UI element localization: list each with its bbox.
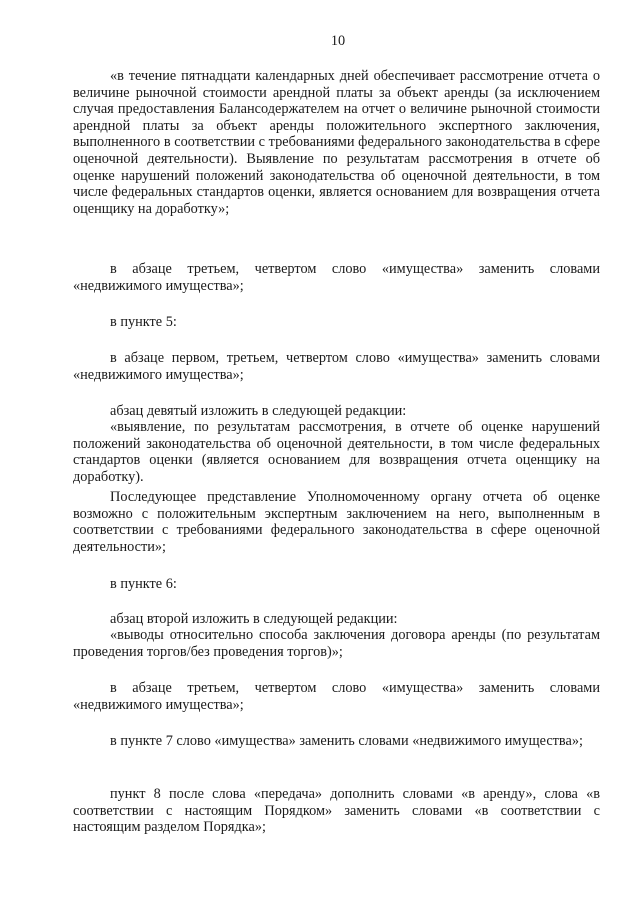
paragraph-point-5-heading: в пункте 5: [110, 314, 177, 330]
paragraph-subsequent-submission: Последующее представление Уполномоченному органу отчета об оценке возможно с положительным экспертным заключением на него, выполненным в соответствии с требованиями федерального законодательства в сфере оценочной деятельности»; [73, 489, 600, 555]
paragraph-point-6-replace: в абзаце третьем, четвертом слово «имущества» заменить словами «недвижимого имущества»; [73, 680, 600, 713]
paragraph-second-new-wording: абзац второй изложить в следующей редакции: [110, 611, 398, 627]
paragraph-assessment-review: «в течение пятнадцати календарных дней обеспечивает рассмотрение отчета о величине рыночной стоимости арендной платы за объект аренды (за исключением случая предоставления Балансодержателем на отчет о величине рыночной стоимости арендной платы за объект аренды положительного экспертного заключения, выполненного в соответствии с требованиями федерального законодательства в сфере оценочной деятельности). Выявление по результатам рассмотрения в отчете об оценке нарушений положений законодательства об оценочной деятельности, в том числе федеральных стандартов оценки, является основанием для возвращения отчета оценщику на доработку»; [73, 68, 600, 217]
page-number: 10 [330, 33, 346, 49]
paragraph-violation-detection: «выявление, по результатам рассмотрения, в отчете об оценке нарушений положений законодательства об оценочной деятельности, в том числе федеральных стандартов оценки (является основанием для возвращения отчета оценщику на доработку). [73, 419, 600, 485]
paragraph-conclusions: «выводы относительно способа заключения договора аренды (по результатам проведения торгов/без проведения торгов)»; [73, 627, 600, 660]
paragraph-ninth-new-wording: абзац девятый изложить в следующей редакции: [110, 403, 407, 419]
paragraph-point-6-heading: в пункте 6: [110, 576, 177, 592]
paragraph-point-8-amend: пункт 8 после слова «передача» дополнить словами «в аренду», слова «в соответствии с настоящим Порядком» заменить словами «в соответствии с настоящим разделом Порядка»; [73, 786, 600, 836]
paragraph-point-7-replace: в пункте 7 слово «имущества» заменить словами «недвижимого имущества»; [110, 733, 583, 749]
paragraph-point-5-replace: в абзаце первом, третьем, четвертом слово «имущества» заменить словами «недвижимого имущества»; [73, 350, 600, 383]
paragraph-para3-4-replace: в абзаце третьем, четвертом слово «имущества» заменить словами «недвижимого имущества»; [73, 261, 600, 294]
